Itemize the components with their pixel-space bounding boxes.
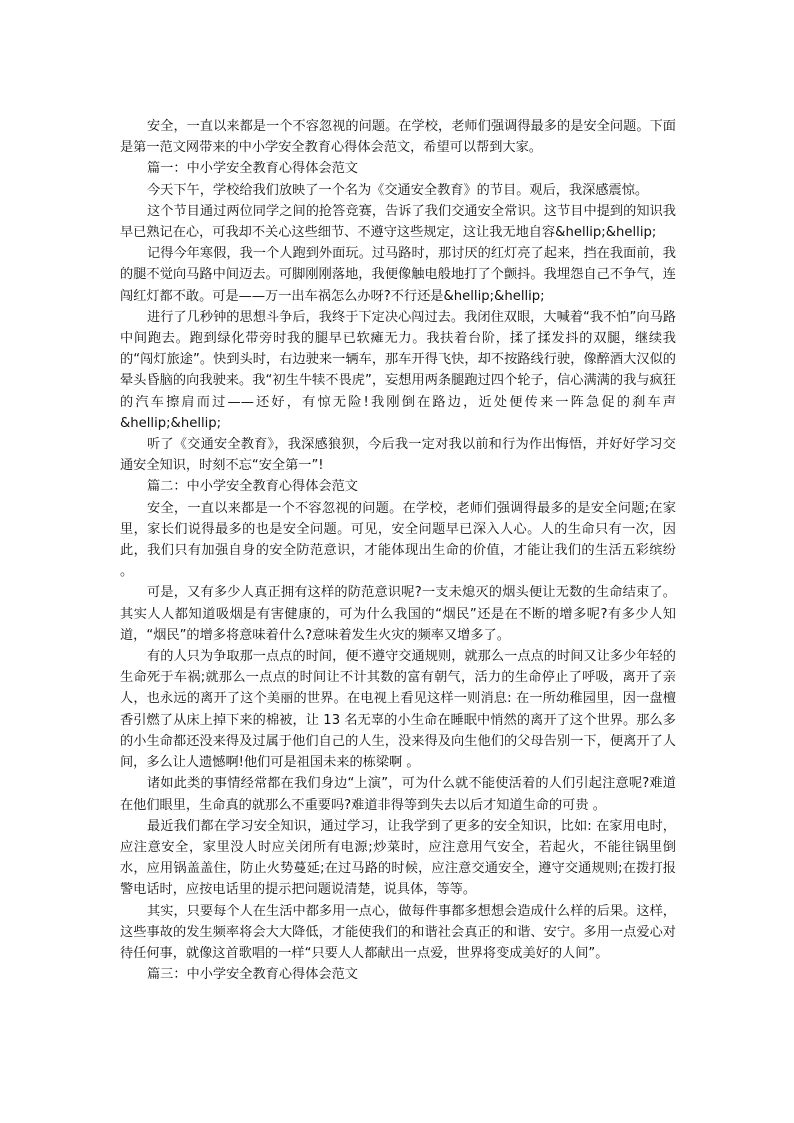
section-heading-1: 篇一：中小学安全教育心得体会范文 xyxy=(147,161,358,177)
section-heading-2: 篇二：中小学安全教育心得体会范文 xyxy=(147,479,358,495)
paragraph: 听了《交通安全教育》，我深感狼狈，今后我一定对我以前和行为作出悔悟，并好好学习交通安全知识，时刻不忘“安全第一”! xyxy=(120,437,676,474)
document-body xyxy=(120,116,676,985)
section-heading-3: 篇三：中小学安全教育心得体会范文 xyxy=(147,967,358,983)
paragraph: 这个节目通过两位同学之间的抢答竞赛，告诉了我们交通安全常识。这节目中提到的知识我早已熟记在心，可我却不关心这些细节、不遵守这些规定，这让我无地自容&hellip;&hellip; xyxy=(120,203,676,241)
paragraph: 今天下午，学校给我们放映了一个名为《交通安全教育》的节目。观后，我深感震惊。 xyxy=(147,182,649,198)
intro-paragraph: 安全，一直以来都是一个不容忽视的问题。在学校，老师们强调得最多的是安全问题。下面是第一范文网带来的中小学安全教育心得体会范文，希望可以帮到大家。 xyxy=(120,119,676,156)
paragraph: 进行了几秒钟的思想斗争后，我终于下定决心闯过去。我闭住双眼，大喊着“我不怕”向马路中间跑去。跑到绿化带旁时我的腿早已软瘫无力。我扶着台阶，揉了揉发抖的双腿，继续我的“闯灯旅途”。快到头时，右边驶来一辆车，那车开得飞快，却不按路线行驶，像醉酒大汉似的晕头昏脑的向我驶来。我“初生牛犊不畏虎”，妄想用两条腿跑过四个轮子，信心满满的我与疯狂的汽车擦肩而过——还好，有惊无险!我刚倒在路边，近处便传来一阵急促的刹车声&hellip;&hellip; xyxy=(120,309,676,431)
paragraph: 可是，又有多少人真正拥有这样的防范意识呢?一支未熄灭的烟头便让无数的生命结束了。其实人人都知道吸烟是有害健康的，可为什么我国的“烟民”还是在不断的增多呢?有多少人知道，“烟民”的增多将意味着什么?意味着发生火灾的频率又增多了。 xyxy=(120,585,676,643)
paragraph: 有的人只为争取那一点点的时间，便不遵守交通规则，就那么一点点的时间又让多少年轻的生命死于车祸;就那么一点点的时间让不计其数的富有朝气，活力的生命停止了呼吸，离开了亲人，也永远的离开了这个美丽的世界。在电视上看见这样一则消息: 在一所幼稚园里，因一盘檀香引燃了从床上掉下来的棉被，让 13 名无辜的小生命在睡眠中悄然的离开了这个世界。那么多的小生命都还没来得及过属于他们自己的人生，没来得及向生他们的父母告别一下，便离开了人间，多么让人遗憾啊!他们可是祖国未来的栋梁啊 。 xyxy=(120,649,676,771)
paragraph: 最近我们都在学习安全知识，通过学习，让我学到了更多的安全知识，比如: 在家用电时，应注意安全，家里没人时应关闭所有电源;炒菜时，应注意用气安全，若起火，不能往锅里倒水，应用锅盖盖住，防止火势蔓延;在过马路的时候，应注意交通安全，遵守交通规则;在拨打报警电话时，应按电话里的提示把问题说清楚，说具体，等等。 xyxy=(120,818,676,898)
paragraph: 安全，一直以来都是一个不容忽视的问题。在学校，老师们强调得最多的是安全问题;在家里，家长们说得最多的也是安全问题。可见，安全问题早已深入人心。人的生命只有一次，因此，我们只有加强自身的安全防范意识，才能体现出生命的价值，才能让我们的生活五彩缤纷 。 xyxy=(120,500,676,580)
paragraph: 记得今年寒假，我一个人跑到外面玩。过马路时，那讨厌的红灯亮了起来，挡在我面前，我的腿不觉向马路中间迈去。可脚刚刚落地，我便像触电般地打了个颤抖。我埋怨自己不争气，连闯红灯都不敢。可是——万一出车祸怎么办呀?不行还是&hellip;&hellip; xyxy=(120,246,676,304)
paragraph: 其实，只要每个人在生活中都多用一点心，做每件事都多想想会造成什么样的后果。这样，这些事故的发生频率将会大大降低，才能使我们的和谐社会真正的和谐、安宁。多用一点爱心对待任何事，就像这首歌唱的一样“只要人人都献出一点爱，世界将变成美好的人间”。 xyxy=(120,903,676,961)
paragraph: 诸如此类的事情经常都在我们身边“上演”，可为什么就不能使活着的人们引起注意呢?难道在他们眼里，生命真的就那么不重要吗?难道非得等到失去以后才知道生命的可贵 。 xyxy=(120,776,676,813)
